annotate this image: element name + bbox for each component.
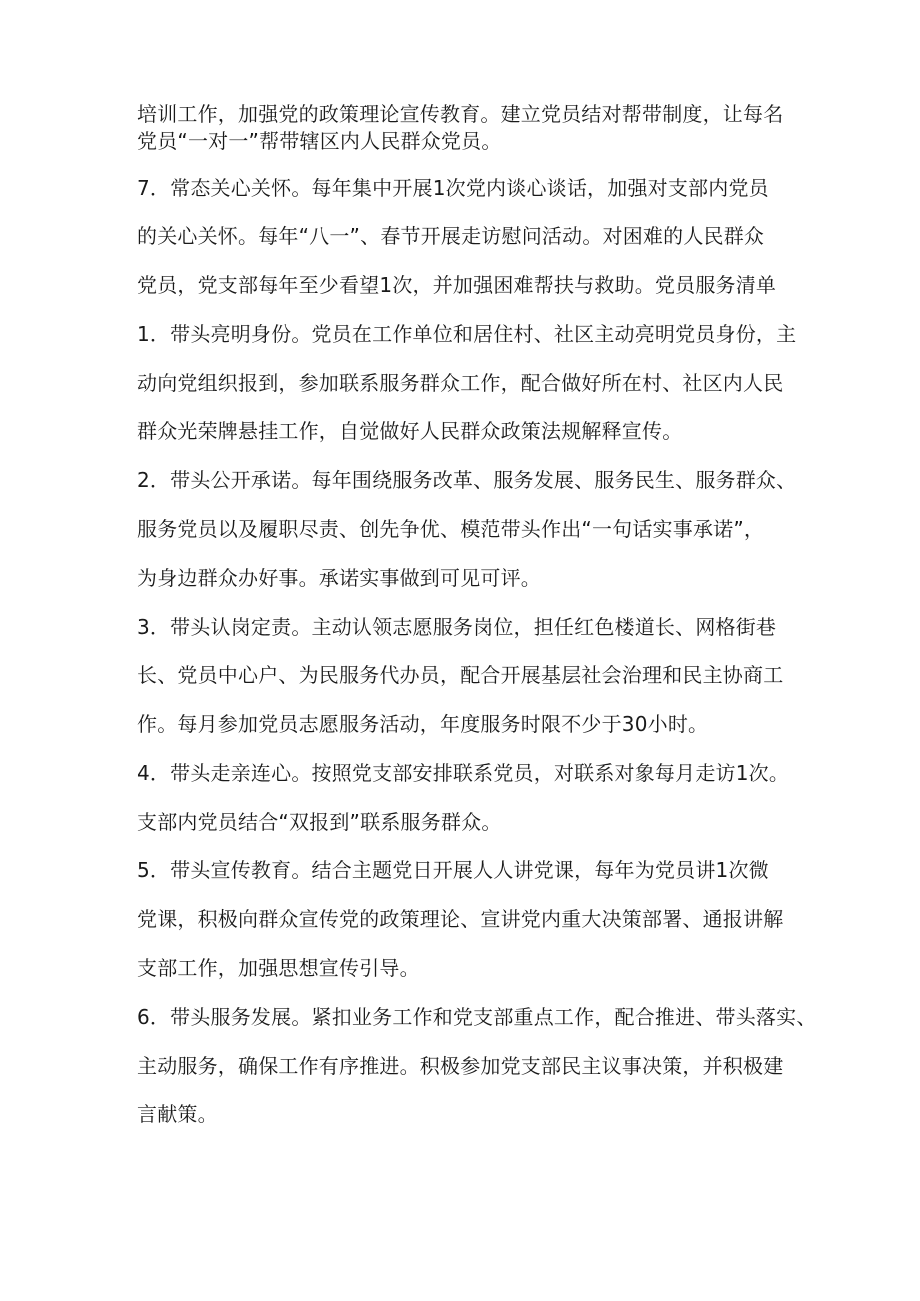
text-line: 3．带头认岗定责。主动认领志愿服务岗位，担任红色楼道长、网格街巷 (137, 615, 777, 639)
text-line: 言献策。 (137, 1102, 218, 1126)
text-line: 7．常态关心关怀。每年集中开展1次党内谈心谈话，加强对支部内党员 (137, 176, 769, 200)
text-line: 5．带头宣传教育。结合主题党日开展人人讲党课，每年为党员讲1次微 (137, 858, 769, 882)
text-line: 服务党员以及履职尽责、创先争优、模范带头作出“一句话实事承诺”， (137, 517, 765, 541)
text-line: 2．带头公开承诺。每年围绕服务改革、服务发展、服务民生、服务群众、 (137, 468, 797, 492)
text-line: 党员，党支部每年至少看望1次，并加强困难帮扶与救助。党员服务清单 (137, 273, 777, 297)
text-line: 支部工作，加强思想宣传引导。 (137, 956, 420, 980)
text-line: 党员“一对一”帮带辖区内人民群众党员。 (137, 129, 502, 153)
text-line: 主动服务，确保工作有序推进。积极参加党支部民主议事决策，并积极建 (137, 1054, 784, 1078)
text-line: 6．带头服务发展。紧扣业务工作和党支部重点工作，配合推进、带头落实、 (137, 1005, 817, 1029)
text-line: 的关心关怀。每年“八一”、春节开展走访慰问活动。对困难的人民群众 (137, 224, 765, 248)
text-line: 支部内党员结合“双报到”联系服务群众。 (137, 810, 502, 834)
text-line: 为身边群众办好事。承诺实事做到可见可评。 (137, 566, 541, 590)
text-line: 党课，积极向群众宣传党的政策理论、宣讲党内重大决策部署、通报讲解 (137, 907, 784, 931)
text-line: 4．带头走亲连心。按照党支部安排联系党员，对联系对象每月走访1次。 (137, 761, 790, 785)
text-line: 1．带头亮明身份。党员在工作单位和居住村、社区主动亮明党员身份，主 (137, 322, 797, 346)
text-line: 作。每月参加党员志愿服务活动，年度服务时限不少于30小时。 (137, 712, 709, 736)
text-line: 动向党组织报到，参加联系服务群众工作，配合做好所在村、社区内人民 (137, 371, 784, 395)
text-line: 群众光荣牌悬挂工作，自觉做好人民群众政策法规解释宣传。 (137, 419, 683, 443)
text-line: 培训工作，加强党的政策理论宣传教育。建立党员结对帮带制度，让每名 (137, 102, 784, 126)
text-line: 长、党员中心户、为民服务代办员，配合开展基层社会治理和民主协商工 (137, 663, 784, 687)
